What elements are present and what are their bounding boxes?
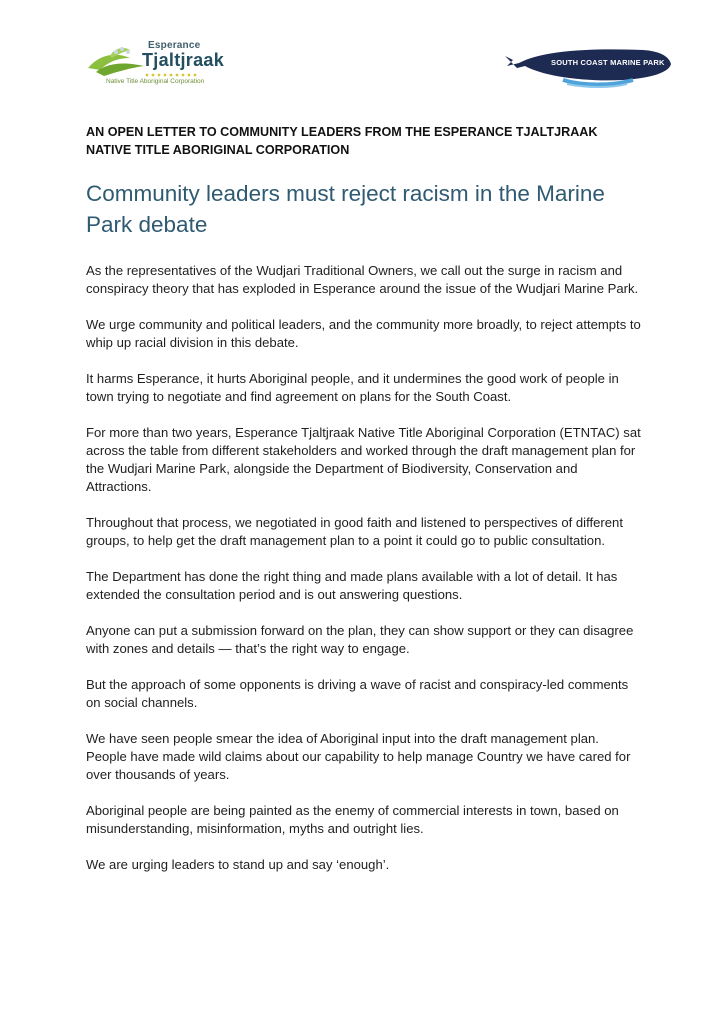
paragraph: For more than two years, Esperance Tjaltjraak Native Title Aboriginal Corporation (ETNTAC) sat across the table from different stakeholders and worked through the draft management plan for the Wudjari Marine Park, alongside the Department of Biodiversity, Conservation and Attractions.: [86, 425, 641, 494]
leaf-icon: [86, 44, 148, 80]
logo-line1: Esperance: [148, 40, 201, 51]
paragraph: As the representatives of the Wudjari Traditional Owners, we call out the surge in racism and conspiracy theory that has exploded in Esperance around the issue of the Wudjari Marine Park.: [86, 263, 639, 296]
logo-line2: Tjaltjraak: [142, 50, 225, 70]
paragraph: But the approach of some opponents is driving a wave of racist and conspiracy-led comments on social channels.: [86, 677, 629, 710]
paragraph: We have seen people smear the idea of Aboriginal input into the draft management plan. People have made wild claims about our capability to help manage Country we have cared for over thousands of years.: [86, 731, 631, 782]
letter-eyebrow: AN OPEN LETTER TO COMMUNITY LEADERS FROM THE ESPERANCE TJALTJRAAK NATIVE TITLE ABORIGINAL CORPORATION: [86, 125, 598, 157]
page-title: Community leaders must reject racism in the Marine Park debate: [86, 181, 605, 237]
marine-park-logo-text: SOUTH COAST MARINE PARK: [551, 58, 665, 67]
south-coast-marine-park-logo: [503, 42, 675, 88]
letter-body: [86, 262, 642, 892]
paragraph: Throughout that process, we negotiated in good faith and listened to perspectives of different groups, to help get the draft management plan to a point it could go to public consultation.: [86, 515, 623, 548]
logo-tagline: Native Title Aboriginal Corporation: [106, 78, 205, 85]
paragraph: It harms Esperance, it hurts Aboriginal people, and it undermines the good work of people in town trying to negotiate and find agreement on plans for the South Coast.: [86, 371, 619, 404]
paragraph: Aboriginal people are being painted as the enemy of commercial interests in town, based on misunderstanding, misinformation, myths and outright lies.: [86, 803, 619, 836]
paragraph: We urge community and political leaders, and the community more broadly, to reject attempts to whip up racial division in this debate.: [86, 317, 641, 350]
paragraph: We are urging leaders to stand up and say ‘enough’.: [86, 857, 390, 872]
paragraph: The Department has done the right thing and made plans available with a lot of detail. It has extended the consultation period and is out answering questions.: [86, 569, 618, 602]
paragraph: Anyone can put a submission forward on the plan, they can show support or they can disagree with zones and details — that’s the right way to engage.: [86, 623, 634, 656]
esperance-tjaltjraak-logo: [86, 40, 226, 90]
